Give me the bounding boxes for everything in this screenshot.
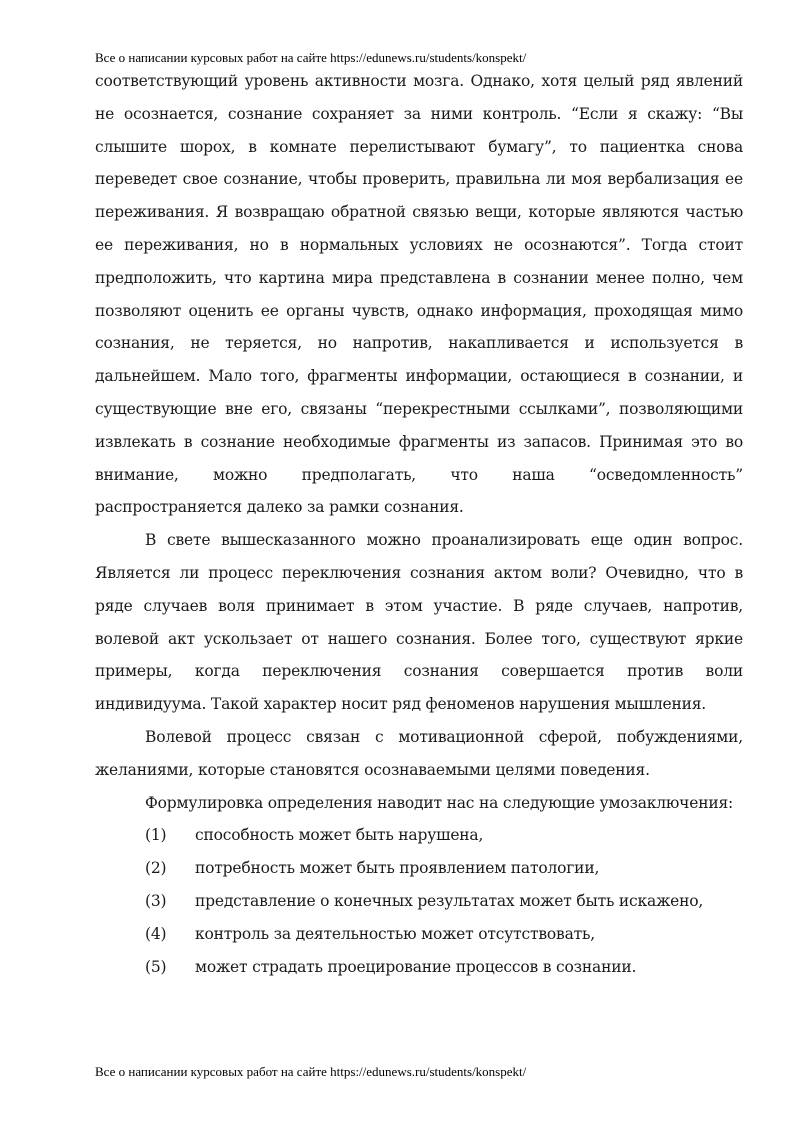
paragraph: Волевой процесс связан с мотивационной сферой, побуждениями, желаниями, которые становятся осознаваемыми целями поведения. [95, 727, 743, 779]
list-item-number: (1) [145, 826, 167, 845]
list-item-number: (2) [145, 859, 167, 878]
paragraph: В свете вышесказанного можно проанализировать еще один вопрос. Является ли процесс переключения сознания актом воли? Очевидно, что в ряде случаев воля принимает в этом участие. В ряде случаев, напротив, волевой акт ускользает от нашего сознания. Более того, существуют яркие примеры, когда переключения сознания совершается против воли индивидуума. Такой характер носит ряд феноменов нарушения мышления. [95, 531, 743, 714]
paragraph: соответствующий уровень активности мозга. Однако, хотя целый ряд явлений не осознается, сознание сохраняет за ними контроль. “Если я скажу: “Вы слышите шорох, в комнате перелистывают бумагу”, то пациентка снова переведет свое сознание, чтобы проверить, правильна ли моя вербализация ее переживания. Я возвращаю обратной связью вещи, которые являются частью ее переживания, но в нормальных условиях не осознаются”. Тогда стоит предположить, что картина мира представлена в сознании менее полно, чем позволяют оценить ее органы чувств, однако информация, проходящая мимо сознания, не теряется, но напротив, накапливается и используется в дальнейшем. Мало того, фрагменты информации, остающиеся в сознании, и существующие вне его, связаны “перекрестными ссылками”, позволяющими извлекать в сознание необходимые фрагменты из запасов. Принимая это во внимание, можно предполагать, что наша “осведомленность” распространяется далеко за рамки сознания. [95, 72, 743, 517]
list-item-text: способность может быть нарушена, [195, 826, 484, 845]
list-item [95, 819, 743, 852]
page-footer: Все о написании курсовых работ на сайте https://edunews.ru/students/konspekt/ [95, 1064, 527, 1079]
list-item [95, 918, 743, 951]
list-item-number: (5) [145, 957, 167, 976]
list-item [95, 885, 743, 918]
list-item [95, 852, 743, 885]
page-header: Все о написании курсовых работ на сайте https://edunews.ru/students/konspekt/ [95, 50, 527, 65]
list-item [95, 951, 743, 984]
paragraph: Формулировка определения наводит нас на следующие умозаключения: [145, 793, 734, 812]
list-item-text: может страдать проецирование процессов в сознании. [195, 957, 637, 976]
list-item-number: (3) [145, 891, 167, 910]
list-item-text: контроль за деятельностью может отсутствовать, [195, 924, 595, 943]
list-item-number: (4) [145, 924, 167, 943]
document-body [95, 65, 743, 983]
list-item-text: представление о конечных результатах может быть искажено, [195, 891, 704, 910]
list-item-text: потребность может быть проявлением патологии, [195, 859, 600, 878]
numbered-list [95, 819, 743, 983]
